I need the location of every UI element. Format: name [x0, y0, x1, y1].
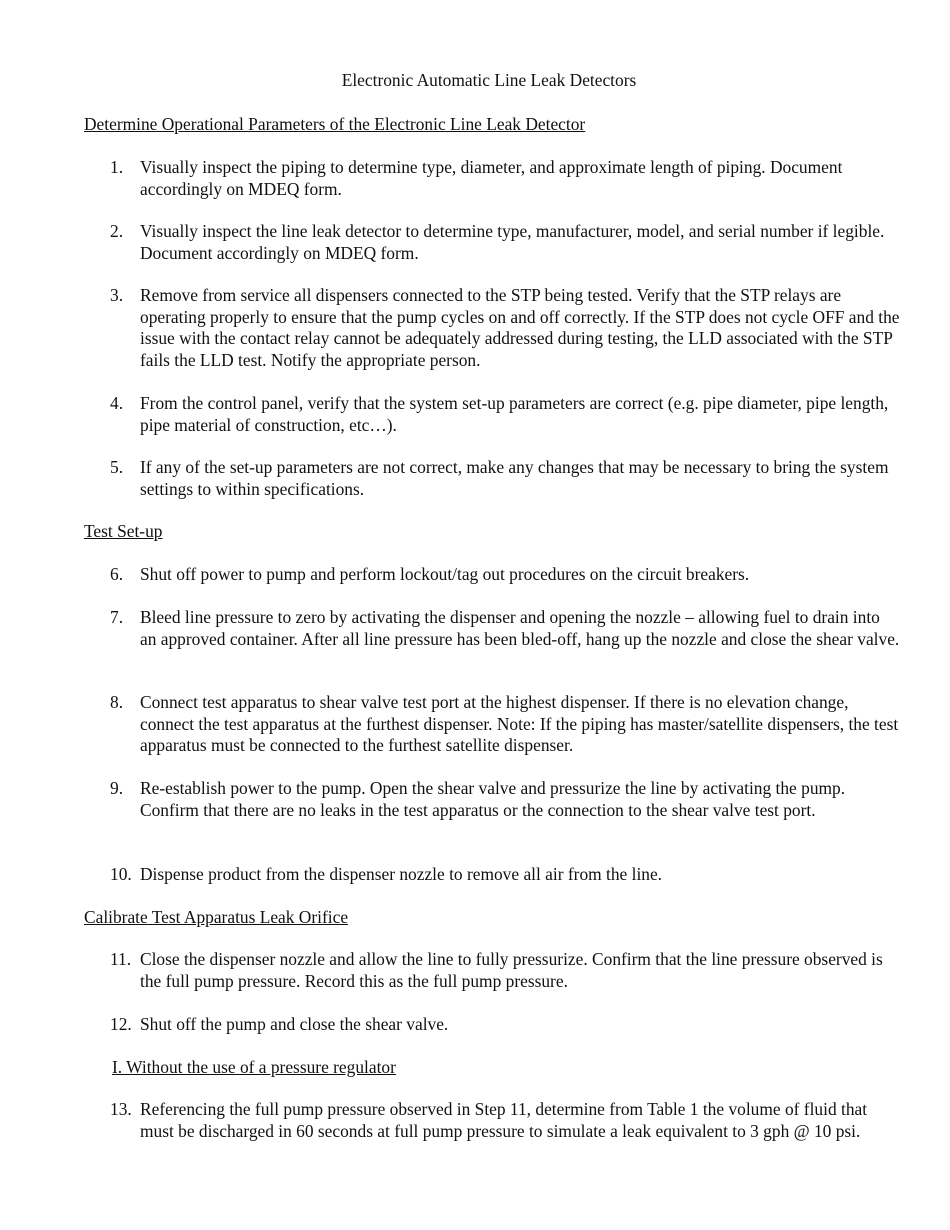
- item-number: 5.: [110, 457, 124, 477]
- list-item: [110, 864, 900, 886]
- list-item: [110, 285, 900, 371]
- item-text: Visually inspect the piping to determine type, diameter, and approximate length of piping. Document accordingly on MDEQ form.: [140, 157, 843, 199]
- item-text: Visually inspect the line leak detector to determine type, manufacturer, model, and serial number if legible. Document accordingly on MDEQ form.: [140, 221, 885, 263]
- item-number: 11.: [110, 949, 132, 969]
- item-number: 6.: [110, 564, 124, 584]
- item-number: 3.: [110, 285, 124, 305]
- list-item: [110, 949, 900, 992]
- list-item: [110, 157, 900, 200]
- item-text: Re-establish power to the pump. Open the shear valve and pressurize the line by activating the pump. Confirm that there are no leaks in the test apparatus or the connection to the shear valve test port.: [140, 778, 846, 820]
- item-number: 2.: [110, 221, 124, 241]
- item-text: Remove from service all dispensers connected to the STP being tested. Verify that the STP relays are operating properly to ensure that the pump cycles on and off correctly. If the STP does not cycle OFF and the issue with the contact relay cannot be adequately addressed during testing, the LLD associated with the STP fails the LLD test. Notify the appropriate person.: [140, 285, 900, 370]
- list-item: [110, 457, 900, 500]
- item-text: Connect test apparatus to shear valve test port at the highest dispenser. If there is no elevation change, connect the test apparatus at the furthest dispenser. Note: If the piping has master/satellite dispensers, the test apparatus must be connected to the furthest satellite dispenser.: [140, 692, 899, 755]
- item-number: 10.: [110, 864, 132, 884]
- item-text: From the control panel, verify that the system set-up parameters are correct (e.g. pipe diameter, pipe length, pipe material of construction, etc…).: [140, 393, 889, 435]
- item-number: 13.: [110, 1099, 132, 1119]
- document-title: Electronic Automatic Line Leak Detectors: [341, 70, 637, 90]
- item-text: Dispense product from the dispenser nozzle to remove all air from the line.: [140, 864, 663, 884]
- list-item: [110, 778, 900, 821]
- item-text: Shut off the pump and close the shear valve.: [140, 1014, 449, 1034]
- item-number: 4.: [110, 393, 124, 413]
- item-number: 1.: [110, 157, 124, 177]
- item-number: 12.: [110, 1014, 132, 1034]
- item-text: If any of the set-up parameters are not correct, make any changes that may be necessary to bring the system settings to within specifications.: [140, 457, 889, 499]
- list-item: [110, 607, 900, 650]
- section-heading-test-setup: Test Set-up: [84, 521, 163, 541]
- item-text: Bleed line pressure to zero by activating the dispenser and opening the nozzle – allowing fuel to drain into an approved container. After all line pressure has been bled-off, hang up the nozzle and close the shear valve.: [140, 607, 900, 649]
- item-number: 9.: [110, 778, 124, 798]
- list-item: [110, 692, 900, 757]
- list-item: [110, 1014, 900, 1036]
- list-item: [110, 564, 900, 586]
- item-text: Referencing the full pump pressure observed in Step 11, determine from Table 1 the volume of fluid that must be discharged in 60 seconds at full pump pressure to simulate a leak equivalent to 3 gph @ 10 psi.: [140, 1099, 868, 1141]
- list-item: [110, 221, 900, 264]
- list-item: [110, 393, 900, 436]
- list-item: [110, 1099, 900, 1142]
- item-text: Shut off power to pump and perform lockout/tag out procedures on the circuit breakers.: [140, 564, 750, 584]
- subsection-heading-no-regulator: I. Without the use of a pressure regulator: [112, 1057, 396, 1077]
- item-text: Close the dispenser nozzle and allow the line to fully pressurize. Confirm that the line pressure observed is the full pump pressure. Record this as the full pump pressure.: [140, 949, 883, 991]
- section-heading-operational-parameters: Determine Operational Parameters of the Electronic Line Leak Detector: [84, 114, 586, 134]
- item-number: 7.: [110, 607, 124, 627]
- item-number: 8.: [110, 692, 124, 712]
- section-heading-calibrate: Calibrate Test Apparatus Leak Orifice: [84, 907, 349, 927]
